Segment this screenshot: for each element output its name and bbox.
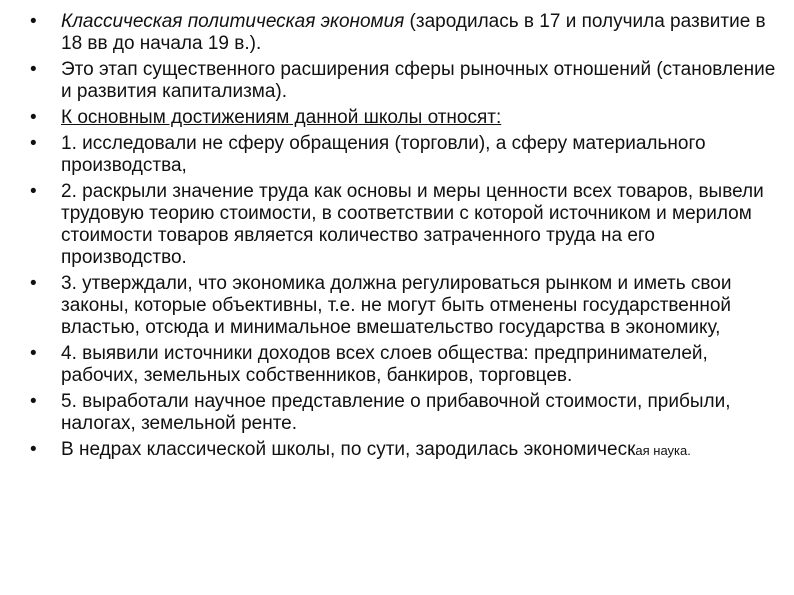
bullet-icon: •	[30, 343, 37, 364]
bullet-icon: •	[30, 391, 37, 412]
list-item	[30, 343, 780, 387]
bullet-icon: •	[30, 133, 37, 154]
item-text: Это этап существенного расширения сферы рыночных отношений (становление и развития капитализма).	[61, 59, 776, 102]
list-item	[30, 391, 780, 435]
list-item	[30, 439, 780, 462]
item-text: В недрах классической школы, по сути, зародилась экономическ	[61, 439, 636, 460]
bullet-icon: •	[30, 11, 37, 32]
item-text: 1. исследовали не сферу обращения (торговли), а сферу материального производства,	[61, 133, 706, 176]
item-text: 5. выработали научное представление о прибавочной стоимости, прибыли, налогах, земельной ренте.	[61, 391, 731, 434]
item-text: 4. выявили источники доходов всех слоев общества: предпринимателей, рабочих, земельных собственников, банкиров, торговцев.	[61, 343, 708, 386]
item-text-tail: ая наука.	[635, 443, 691, 458]
bullet-icon: •	[30, 439, 37, 460]
item-text: 2. раскрыли значение труда как основы и меры ценности всех товаров, вывели трудовую теорию стоимости, в соответствии с которой источником и мерилом стоимости товаров является количество затраченного труда на его производство.	[61, 181, 764, 268]
list-item	[30, 11, 780, 55]
bullet-list	[30, 11, 780, 466]
bullet-icon: •	[30, 181, 37, 202]
item-text: 3. утверждали, что экономика должна регулироваться рынком и иметь свои законы, которые объективны, т.е. не могут быть отменены государственной властью, отсюда и минимальное вмешательство государства в экономику,	[61, 273, 732, 338]
bullet-icon: •	[30, 273, 37, 294]
item-text: (зародилась в 17 и получила развитие в 18 вв до начала 19 в.).	[61, 11, 766, 54]
achievements-heading: К основным достижениям данной школы относят:	[61, 107, 502, 128]
list-item	[30, 133, 780, 177]
list-item	[30, 273, 780, 339]
list-item	[30, 181, 780, 269]
list-item	[30, 107, 780, 129]
list-item	[30, 59, 780, 103]
term-classical-political-economy: Классическая политическая экономия	[61, 11, 405, 32]
bullet-icon: •	[30, 107, 37, 128]
bullet-icon: •	[30, 59, 37, 80]
